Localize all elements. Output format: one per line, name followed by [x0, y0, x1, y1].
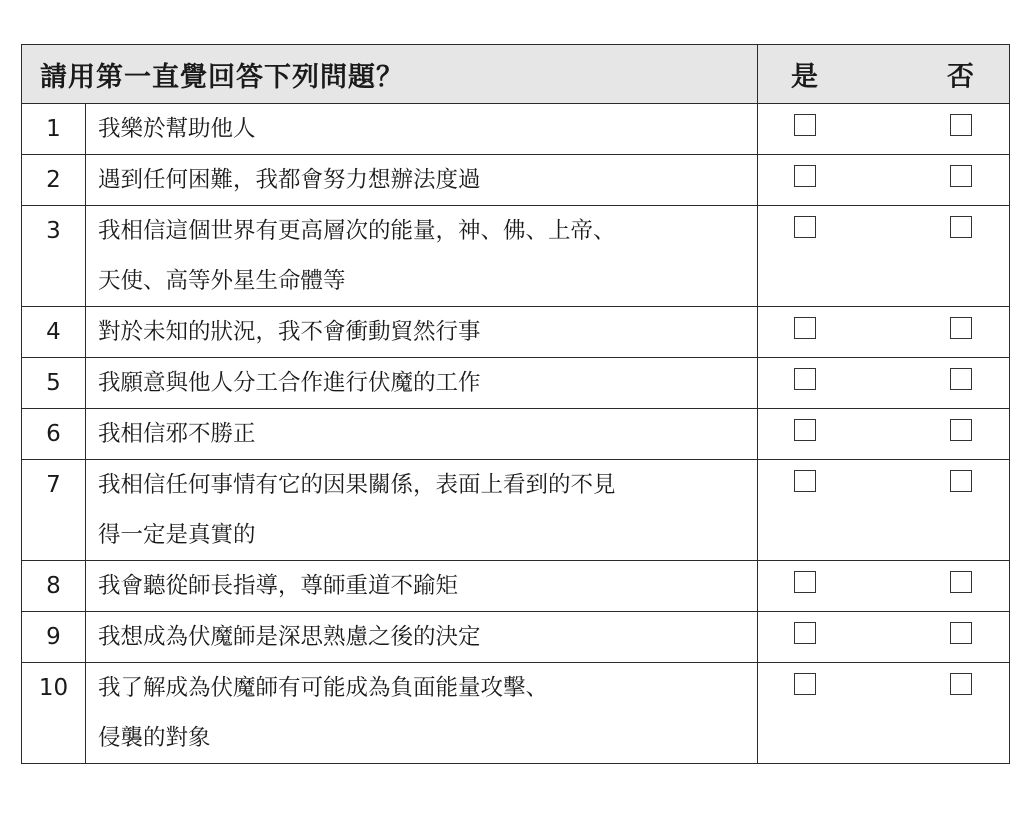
yes-checkbox[interactable]: [794, 317, 816, 339]
question-line: 我相信這個世界有更高層次的能量，神、佛、上帝、: [98, 218, 616, 244]
question-line: 得一定是真實的: [98, 522, 256, 548]
no-checkbox[interactable]: [950, 622, 972, 644]
question-text: [86, 409, 758, 460]
question-row-10: [22, 663, 1010, 764]
question-text: [86, 206, 758, 307]
answer-cell: [758, 155, 1010, 206]
no-checkbox[interactable]: [950, 673, 972, 695]
question-row-8: [22, 561, 1010, 612]
no-checkbox[interactable]: [950, 571, 972, 593]
yes-checkbox[interactable]: [794, 216, 816, 238]
question-number: 4: [22, 307, 86, 358]
question-line: 天使、高等外星生命體等: [98, 268, 346, 294]
yes-column-label: 是: [791, 61, 819, 93]
answer-cell: [758, 663, 1010, 764]
question-number: 6: [22, 409, 86, 460]
no-checkbox[interactable]: [950, 470, 972, 492]
yes-checkbox[interactable]: [794, 419, 816, 441]
question-number: 5: [22, 358, 86, 409]
question-line: 我了解成為伏魔師有可能成為負面能量攻擊、: [98, 675, 549, 701]
question-text: [86, 460, 758, 561]
question-line: 我相信邪不勝正: [98, 421, 256, 447]
yes-checkbox[interactable]: [794, 165, 816, 187]
question-number: 9: [22, 612, 86, 663]
yes-checkbox[interactable]: [794, 368, 816, 390]
answer-cell: [758, 561, 1010, 612]
questionnaire-title: 請用第一直覺回答下列問題？: [22, 45, 758, 104]
question-row-7: [22, 460, 1010, 561]
question-text: [86, 561, 758, 612]
question-line: 我願意與他人分工合作進行伏魔的工作: [98, 370, 481, 396]
no-checkbox[interactable]: [950, 216, 972, 238]
question-line: 我想成為伏魔師是深思熟慮之後的決定: [98, 624, 481, 650]
question-line: 我相信任何事情有它的因果關係，表面上看到的不見: [98, 472, 616, 498]
question-text: [86, 104, 758, 155]
answer-header: [758, 45, 1010, 104]
question-row-5: [22, 358, 1010, 409]
question-row-3: [22, 206, 1010, 307]
answer-cell: [758, 307, 1010, 358]
question-text: [86, 155, 758, 206]
question-row-9: [22, 612, 1010, 663]
question-row-6: [22, 409, 1010, 460]
yes-checkbox[interactable]: [794, 673, 816, 695]
answer-cell: [758, 206, 1010, 307]
question-row-4: [22, 307, 1010, 358]
question-text: [86, 358, 758, 409]
question-line: 遇到任何困難，我都會努力想辦法度過: [98, 167, 481, 193]
answer-cell: [758, 612, 1010, 663]
question-text: [86, 612, 758, 663]
answer-cell: [758, 358, 1010, 409]
yes-checkbox[interactable]: [794, 622, 816, 644]
yes-checkbox[interactable]: [794, 114, 816, 136]
question-line: 我樂於幫助他人: [98, 116, 256, 142]
header-row: [22, 45, 1010, 104]
answer-cell: [758, 104, 1010, 155]
question-number: 3: [22, 206, 86, 307]
questionnaire-table: [21, 44, 1010, 764]
no-checkbox[interactable]: [950, 419, 972, 441]
answer-cell: [758, 409, 1010, 460]
yes-checkbox[interactable]: [794, 571, 816, 593]
question-number: 7: [22, 460, 86, 561]
question-row-2: [22, 155, 1010, 206]
no-column-label: 否: [947, 61, 975, 93]
question-number: 1: [22, 104, 86, 155]
question-text: [86, 663, 758, 764]
question-line: 我會聽從師長指導，尊師重道不踰矩: [98, 573, 459, 599]
question-line: 侵襲的對象: [98, 725, 211, 751]
no-checkbox[interactable]: [950, 368, 972, 390]
question-text: [86, 307, 758, 358]
yes-checkbox[interactable]: [794, 470, 816, 492]
answer-cell: [758, 460, 1010, 561]
question-line: 對於未知的狀況，我不會衝動貿然行事: [98, 319, 481, 345]
question-number: 2: [22, 155, 86, 206]
no-checkbox[interactable]: [950, 165, 972, 187]
no-checkbox[interactable]: [950, 317, 972, 339]
question-number: 10: [22, 663, 86, 764]
question-row-1: [22, 104, 1010, 155]
no-checkbox[interactable]: [950, 114, 972, 136]
question-number: 8: [22, 561, 86, 612]
